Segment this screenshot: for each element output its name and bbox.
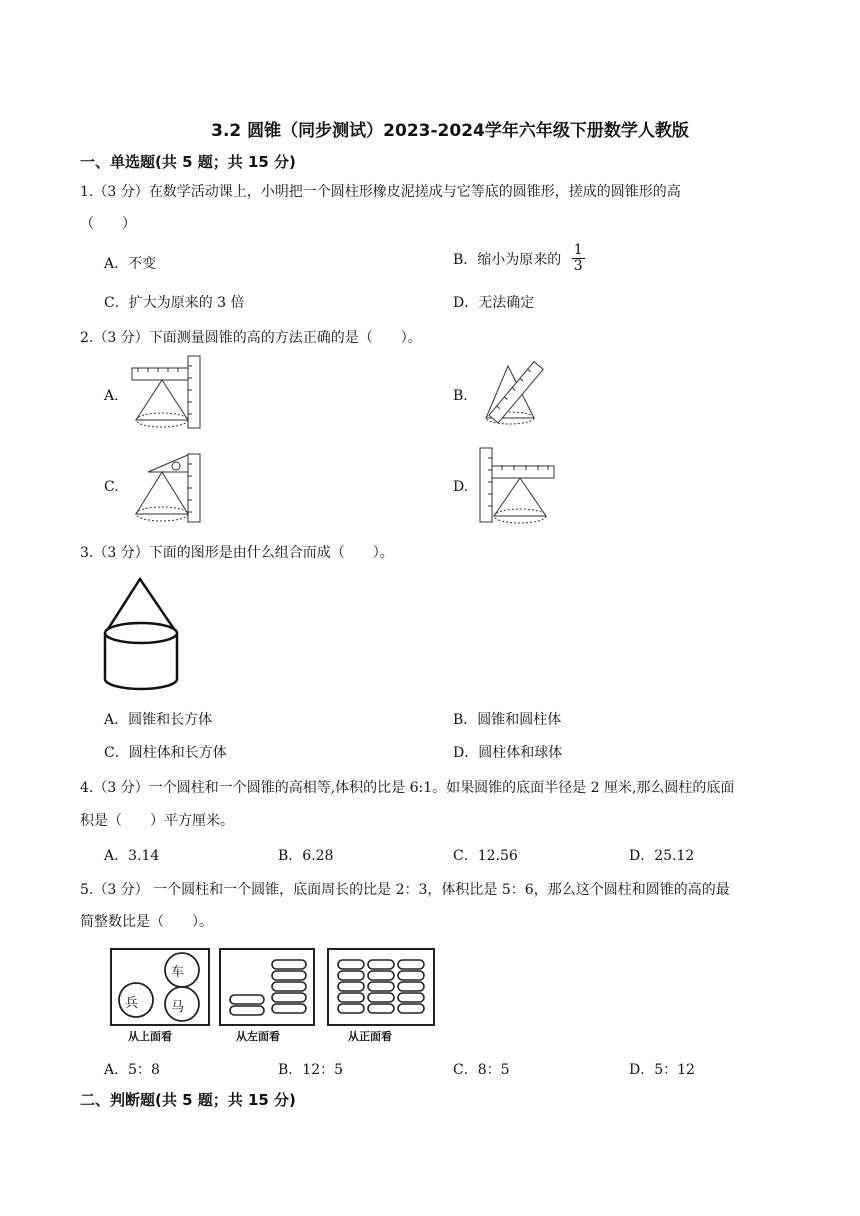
q1-option-b[interactable]: [453, 243, 585, 275]
q4-option-c[interactable]: C．12.56: [453, 848, 518, 864]
q1-option-b-text: B．缩小为原来的: [453, 251, 562, 268]
q4-option-a[interactable]: A．3.14: [104, 848, 160, 864]
q3-figure-cone-on-cylinder: [100, 575, 184, 693]
view-label-left: 从左面看: [236, 1030, 280, 1043]
q2-option-d[interactable]: D.: [453, 479, 469, 495]
q5-option-d[interactable]: D．5：12: [629, 1062, 695, 1078]
q5-option-a[interactable]: A．5：8: [104, 1062, 160, 1078]
q1-option-d[interactable]: D．无法确定: [453, 295, 535, 311]
q2-option-a[interactable]: A.: [104, 388, 119, 404]
fraction-denominator: 3: [573, 258, 583, 275]
q5-option-b[interactable]: B．12：5: [278, 1062, 344, 1078]
q3-option-b[interactable]: B．圆锥和圆柱体: [453, 712, 562, 728]
q2-figure-c: [128, 452, 208, 526]
q3-stem: 3.（3 分）下面的图形是由什么组合而成（ ）。: [80, 545, 394, 561]
q5-option-c[interactable]: C．8：5: [453, 1062, 510, 1078]
view-label-front: 从正面看: [348, 1030, 392, 1043]
q1-option-a[interactable]: A．不变: [104, 256, 157, 272]
q1-stem-line2: （ ）: [80, 216, 136, 232]
chess-piece-ma: 马: [171, 1000, 185, 1015]
fraction-numerator: 1: [573, 242, 583, 258]
q4-option-b[interactable]: B．6.28: [278, 848, 334, 864]
chess-piece-bing: 兵: [125, 996, 139, 1011]
view-label-top: 从上面看: [128, 1030, 172, 1043]
q4-option-d[interactable]: D．25.12: [629, 848, 695, 864]
chess-piece-che: 车: [171, 965, 185, 980]
q2-figure-b: [478, 358, 558, 428]
q2-figure-a: [128, 356, 208, 432]
q5-stem-line2: 简整数比是（ ）。: [80, 914, 213, 930]
q1-option-c[interactable]: C．扩大为原来的 3 倍: [104, 295, 245, 311]
q4-stem-line1: 4.（3 分）一个圆柱和一个圆锥的高相等,体积的比是 6:1。如果圆锥的底面半径是 2 厘米,那么圆柱的底面: [80, 780, 735, 796]
q1-stem-line1: 1.（3 分）在数学活动课上，小明把一个圆柱形橡皮泥搓成与它等底的圆锥形，搓成的圆锥形的高: [80, 184, 681, 200]
section-heading-single-choice: 一、单选题(共 5 题；共 15 分): [80, 153, 296, 171]
q2-figure-d: [478, 448, 558, 526]
page-title: 3.2 圆锥（同步测试）2023-2024学年六年级下册数学人教版: [211, 121, 689, 141]
q2-option-b[interactable]: B.: [453, 388, 468, 404]
q5-stem-line1: 5.（3 分） 一个圆柱和一个圆锥，底面周长的比是 2：3，体积比是 5：6，那么这个圆柱和圆锥的高的最: [80, 882, 730, 898]
q2-stem: 2.（3 分）下面测量圆锥的高的方法正确的是（ ）。: [80, 330, 422, 346]
q3-option-a[interactable]: A．圆锥和长方体: [104, 712, 213, 728]
q3-option-c[interactable]: C．圆柱体和长方体: [104, 745, 227, 761]
q4-stem-line2: 积是（ ）平方厘米。: [80, 813, 234, 829]
q3-option-d[interactable]: D．圆柱体和球体: [453, 745, 563, 761]
q2-option-c[interactable]: C.: [104, 479, 119, 495]
section-heading-true-false: 二、判断题(共 5 题；共 15 分): [80, 1091, 296, 1109]
fraction-one-third: [572, 243, 585, 275]
